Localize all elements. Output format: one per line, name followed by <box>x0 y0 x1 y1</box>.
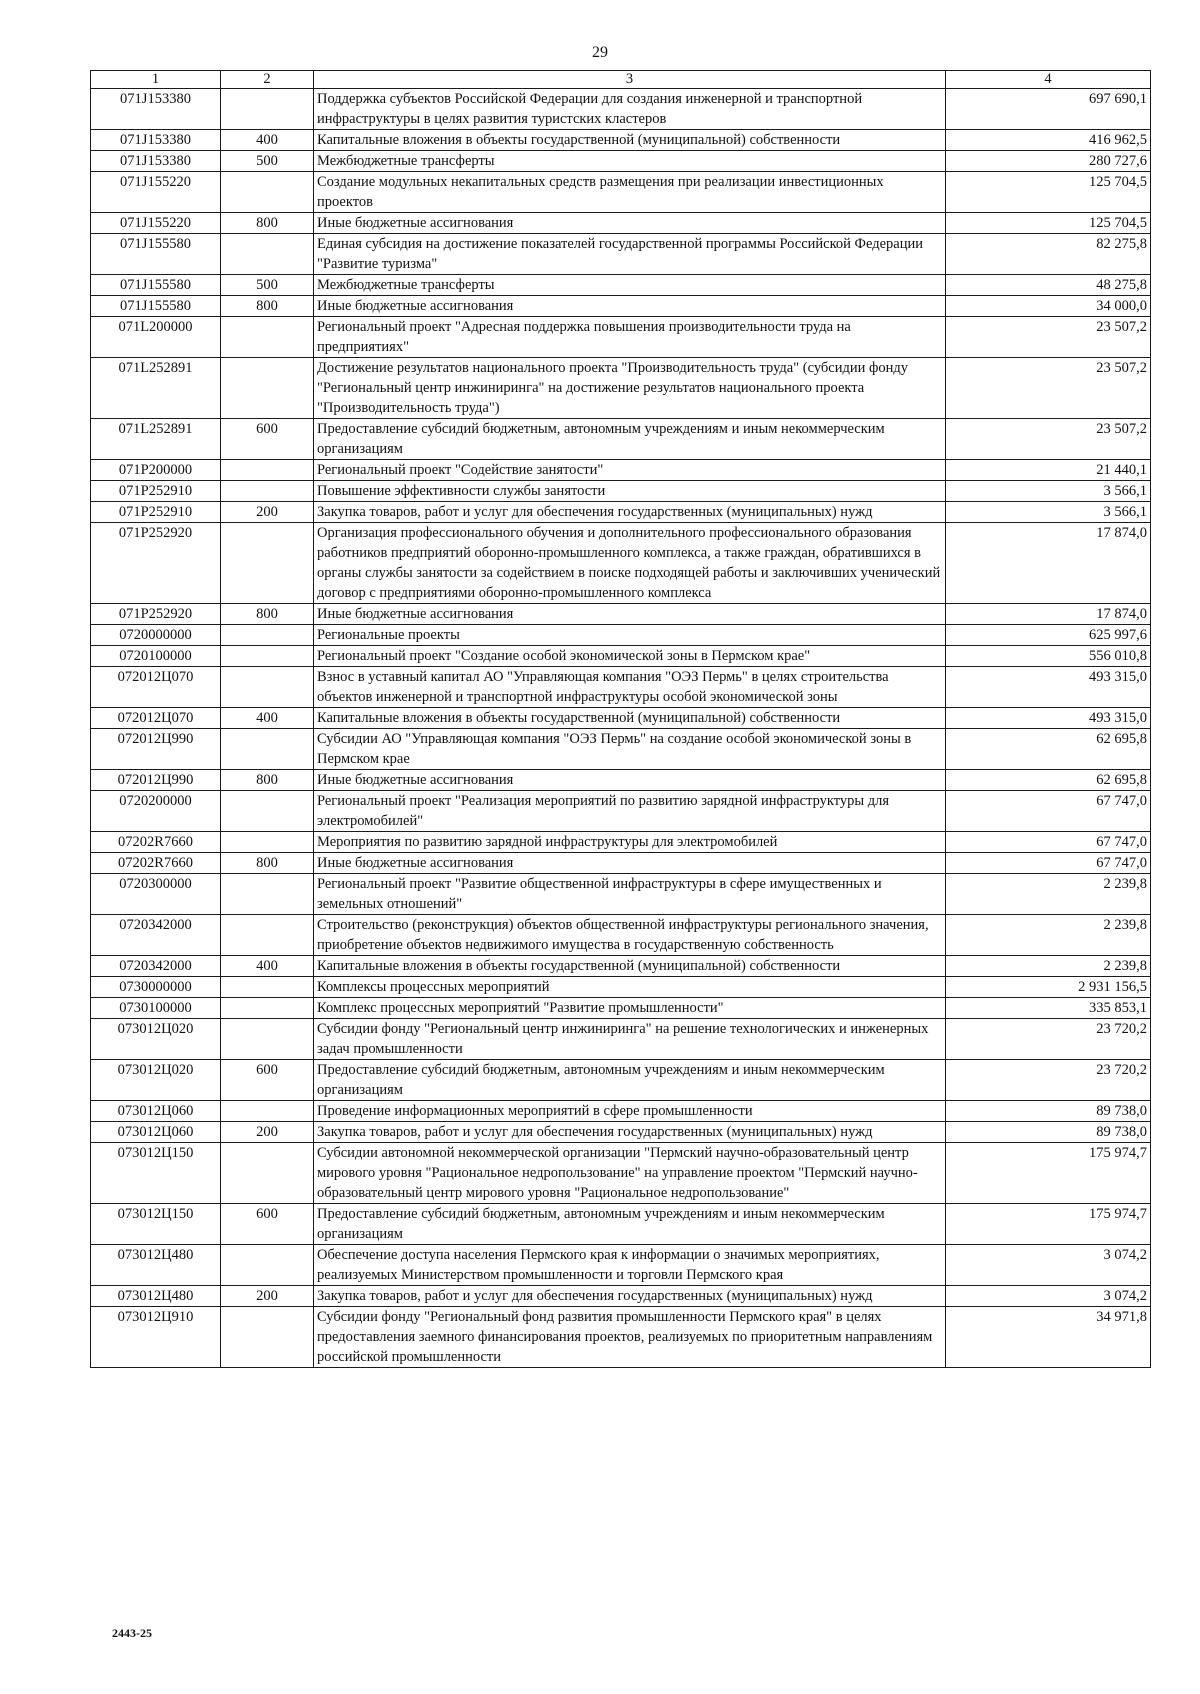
cell-name: Достижение результатов национального проекта "Производительность труда" (субсидии фонду "Региональный центр инжиниринга" на достижение результатов национального проекта "Производительность труда") <box>314 358 946 419</box>
cell-name: Создание модульных некапитальных средств размещения при реализации инвестиционных проектов <box>314 172 946 213</box>
cell-type <box>221 172 314 213</box>
cell-amount: 3 566,1 <box>946 502 1151 523</box>
cell-amount: 62 695,8 <box>946 770 1151 791</box>
cell-code: 071P252920 <box>91 604 221 625</box>
cell-name: Предоставление субсидий бюджетным, автономным учреждениям и иным некоммерческим организациям <box>314 419 946 460</box>
cell-type: 200 <box>221 502 314 523</box>
cell-code: 071J155220 <box>91 213 221 234</box>
cell-name: Поддержка субъектов Российской Федерации для создания инженерной и транспортной инфраструктуры в целях развития туристских кластеров <box>314 89 946 130</box>
header-col-1: 1 <box>91 71 221 89</box>
cell-type <box>221 832 314 853</box>
table-row <box>91 956 1151 977</box>
cell-type: 200 <box>221 1122 314 1143</box>
table-row <box>91 791 1151 832</box>
cell-name: Субсидии фонду "Региональный фонд развития промышленности Пермского края" в целях предоставления заемного финансирования проектов, реализуемых по приоритетным направлениям российской промышленности <box>314 1307 946 1368</box>
cell-type: 200 <box>221 1286 314 1307</box>
table-row <box>91 1245 1151 1286</box>
budget-table <box>90 70 1151 1368</box>
cell-name: Межбюджетные трансферты <box>314 151 946 172</box>
cell-name: Повышение эффективности службы занятости <box>314 481 946 502</box>
cell-type <box>221 89 314 130</box>
table-row <box>91 1101 1151 1122</box>
cell-type: 500 <box>221 151 314 172</box>
cell-code: 071L252891 <box>91 419 221 460</box>
cell-name: Иные бюджетные ассигнования <box>314 213 946 234</box>
cell-name: Субсидии АО "Управляющая компания "ОЭЗ Пермь" на создание особой экономической зоны в Пермском крае <box>314 729 946 770</box>
cell-type <box>221 791 314 832</box>
cell-name: Региональный проект "Реализация мероприятий по развитию зарядной инфраструктуры для электромобилей" <box>314 791 946 832</box>
header-col-2: 2 <box>221 71 314 89</box>
cell-code: 073012Ц480 <box>91 1245 221 1286</box>
cell-code: 071J155580 <box>91 275 221 296</box>
table-header <box>91 71 1151 89</box>
page-number: 29 <box>592 44 608 61</box>
cell-type <box>221 1307 314 1368</box>
table-row <box>91 1019 1151 1060</box>
cell-type <box>221 317 314 358</box>
cell-amount: 17 874,0 <box>946 523 1151 604</box>
cell-type <box>221 460 314 481</box>
cell-code: 0720342000 <box>91 915 221 956</box>
table-row <box>91 481 1151 502</box>
cell-type <box>221 646 314 667</box>
table-row <box>91 729 1151 770</box>
cell-amount: 335 853,1 <box>946 998 1151 1019</box>
table-row <box>91 853 1151 874</box>
header-col-4: 4 <box>946 71 1151 89</box>
cell-name: Проведение информационных мероприятий в сфере промышленности <box>314 1101 946 1122</box>
cell-code: 073012Ц150 <box>91 1143 221 1204</box>
cell-name: Региональный проект "Создание особой экономической зоны в Пермском крае" <box>314 646 946 667</box>
table-row <box>91 832 1151 853</box>
cell-type <box>221 729 314 770</box>
cell-amount: 625 997,6 <box>946 625 1151 646</box>
cell-code: 0730100000 <box>91 998 221 1019</box>
cell-name: Региональный проект "Развитие общественной инфраструктуры в сфере имущественных и земельных отношений" <box>314 874 946 915</box>
cell-name: Закупка товаров, работ и услуг для обеспечения государственных (муниципальных) нужд <box>314 502 946 523</box>
cell-code: 071J153380 <box>91 130 221 151</box>
table-row <box>91 1307 1151 1368</box>
cell-code: 073012Ц060 <box>91 1101 221 1122</box>
table-row <box>91 1143 1151 1204</box>
table-row <box>91 1286 1151 1307</box>
header-col-3: 3 <box>314 71 946 89</box>
cell-amount: 34 000,0 <box>946 296 1151 317</box>
cell-name: Иные бюджетные ассигнования <box>314 296 946 317</box>
cell-amount: 89 738,0 <box>946 1122 1151 1143</box>
cell-code: 0720200000 <box>91 791 221 832</box>
cell-name: Субсидии фонду "Региональный центр инжиниринга" на решение технологических и инженерных задач промышленности <box>314 1019 946 1060</box>
cell-name: Иные бюджетные ассигнования <box>314 604 946 625</box>
cell-code: 072012Ц070 <box>91 708 221 729</box>
cell-amount: 2 931 156,5 <box>946 977 1151 998</box>
cell-amount: 416 962,5 <box>946 130 1151 151</box>
table-row <box>91 874 1151 915</box>
cell-amount: 493 315,0 <box>946 708 1151 729</box>
cell-amount: 2 239,8 <box>946 874 1151 915</box>
table-row <box>91 234 1151 275</box>
table-row <box>91 1122 1151 1143</box>
cell-type <box>221 358 314 419</box>
cell-name: Капитальные вложения в объекты государственной (муниципальной) собственности <box>314 708 946 729</box>
cell-code: 072012Ц990 <box>91 770 221 791</box>
cell-code: 071J155220 <box>91 172 221 213</box>
cell-name: Региональные проекты <box>314 625 946 646</box>
table-row <box>91 419 1151 460</box>
cell-type <box>221 667 314 708</box>
cell-code: 071J153380 <box>91 151 221 172</box>
cell-type <box>221 234 314 275</box>
cell-type: 600 <box>221 419 314 460</box>
document-code: 2443-25 <box>112 1626 152 1640</box>
table-row <box>91 89 1151 130</box>
cell-type <box>221 977 314 998</box>
cell-code: 073012Ц060 <box>91 1122 221 1143</box>
cell-code: 071P200000 <box>91 460 221 481</box>
cell-amount: 23 507,2 <box>946 317 1151 358</box>
table-row <box>91 523 1151 604</box>
cell-name: Закупка товаров, работ и услуг для обеспечения государственных (муниципальных) нужд <box>314 1122 946 1143</box>
cell-amount: 62 695,8 <box>946 729 1151 770</box>
cell-name: Региональный проект "Адресная поддержка повышения производительности труда на предприятиях" <box>314 317 946 358</box>
cell-type: 800 <box>221 213 314 234</box>
cell-code: 0720300000 <box>91 874 221 915</box>
table-row <box>91 172 1151 213</box>
cell-type <box>221 523 314 604</box>
cell-name: Комплексы процессных мероприятий <box>314 977 946 998</box>
cell-amount: 556 010,8 <box>946 646 1151 667</box>
cell-amount: 2 239,8 <box>946 956 1151 977</box>
table-row <box>91 1060 1151 1101</box>
cell-code: 0720100000 <box>91 646 221 667</box>
table-row <box>91 667 1151 708</box>
cell-name: Иные бюджетные ассигнования <box>314 770 946 791</box>
cell-code: 071J155580 <box>91 234 221 275</box>
cell-type <box>221 1245 314 1286</box>
cell-type: 800 <box>221 604 314 625</box>
table-row <box>91 358 1151 419</box>
cell-code: 072012Ц990 <box>91 729 221 770</box>
table-row <box>91 977 1151 998</box>
cell-amount: 175 974,7 <box>946 1204 1151 1245</box>
cell-amount: 23 720,2 <box>946 1019 1151 1060</box>
cell-name: Закупка товаров, работ и услуг для обеспечения государственных (муниципальных) нужд <box>314 1286 946 1307</box>
cell-amount: 89 738,0 <box>946 1101 1151 1122</box>
table-row <box>91 213 1151 234</box>
cell-name: Комплекс процессных мероприятий "Развитие промышленности" <box>314 998 946 1019</box>
cell-code: 073012Ц150 <box>91 1204 221 1245</box>
cell-name: Субсидии автономной некоммерческой организации "Пермский научно-образовательный центр мирового уровня "Рациональное недропользование" на управление проектом "Пермский научно-образовательный центр мирового уровня "Рациональное недропользование" <box>314 1143 946 1204</box>
cell-code: 073012Ц020 <box>91 1019 221 1060</box>
cell-amount: 2 239,8 <box>946 915 1151 956</box>
cell-name: Взнос в уставный капитал АО "Управляющая компания "ОЭЗ Пермь" в целях строительства объектов инженерной и транспортной инфраструктуры особой экономической зоны <box>314 667 946 708</box>
cell-code: 072012Ц070 <box>91 667 221 708</box>
cell-type <box>221 1019 314 1060</box>
cell-code: 0720342000 <box>91 956 221 977</box>
cell-amount: 493 315,0 <box>946 667 1151 708</box>
cell-name: Капитальные вложения в объекты государственной (муниципальной) собственности <box>314 130 946 151</box>
cell-name: Региональный проект "Содействие занятости" <box>314 460 946 481</box>
table-row <box>91 625 1151 646</box>
cell-code: 073012Ц910 <box>91 1307 221 1368</box>
cell-name: Мероприятия по развитию зарядной инфраструктуры для электромобилей <box>314 832 946 853</box>
cell-amount: 34 971,8 <box>946 1307 1151 1368</box>
cell-amount: 3 074,2 <box>946 1286 1151 1307</box>
table-row <box>91 317 1151 358</box>
table-row <box>91 502 1151 523</box>
cell-type <box>221 998 314 1019</box>
cell-code: 071L200000 <box>91 317 221 358</box>
cell-name: Иные бюджетные ассигнования <box>314 853 946 874</box>
cell-code: 071P252910 <box>91 481 221 502</box>
cell-type <box>221 625 314 646</box>
cell-code: 073012Ц480 <box>91 1286 221 1307</box>
cell-code: 071P252920 <box>91 523 221 604</box>
cell-name: Предоставление субсидий бюджетным, автономным учреждениям и иным некоммерческим организациям <box>314 1204 946 1245</box>
cell-amount: 697 690,1 <box>946 89 1151 130</box>
table-row <box>91 770 1151 791</box>
cell-type: 600 <box>221 1060 314 1101</box>
cell-code: 07202R7660 <box>91 832 221 853</box>
cell-amount: 17 874,0 <box>946 604 1151 625</box>
cell-code: 07202R7660 <box>91 853 221 874</box>
table-row <box>91 604 1151 625</box>
header-row <box>91 71 1151 89</box>
cell-type <box>221 874 314 915</box>
cell-name: Единая субсидия на достижение показателей государственной программы Российской Федерации "Развитие туризма" <box>314 234 946 275</box>
cell-code: 071L252891 <box>91 358 221 419</box>
cell-name: Обеспечение доступа населения Пермского края к информации о значимых мероприятиях, реализуемых Министерством промышленности и торговли Пермского края <box>314 1245 946 1286</box>
cell-amount: 21 440,1 <box>946 460 1151 481</box>
table-row <box>91 275 1151 296</box>
cell-type: 400 <box>221 708 314 729</box>
cell-type: 400 <box>221 130 314 151</box>
cell-amount: 23 507,2 <box>946 419 1151 460</box>
cell-type <box>221 915 314 956</box>
cell-type <box>221 1101 314 1122</box>
cell-name: Капитальные вложения в объекты государственной (муниципальной) собственности <box>314 956 946 977</box>
table-row <box>91 130 1151 151</box>
cell-type: 600 <box>221 1204 314 1245</box>
cell-name: Строительство (реконструкция) объектов общественной инфраструктуры регионального значения, приобретение объектов недвижимого имущества в государственную собственность <box>314 915 946 956</box>
cell-amount: 280 727,6 <box>946 151 1151 172</box>
table-row <box>91 151 1151 172</box>
cell-amount: 125 704,5 <box>946 172 1151 213</box>
cell-amount: 82 275,8 <box>946 234 1151 275</box>
cell-type <box>221 1143 314 1204</box>
cell-amount: 175 974,7 <box>946 1143 1151 1204</box>
cell-code: 073012Ц020 <box>91 1060 221 1101</box>
table-row <box>91 998 1151 1019</box>
cell-name: Межбюджетные трансферты <box>314 275 946 296</box>
cell-type: 800 <box>221 770 314 791</box>
cell-code: 071J155580 <box>91 296 221 317</box>
table-row <box>91 915 1151 956</box>
table-row <box>91 296 1151 317</box>
cell-name: Организация профессионального обучения и дополнительного профессионального образования работников предприятий оборонно-промышленного комплекса, а также граждан, обратившихся в органы службы занятости за содействием в поиске подходящей работы и заключивших ученический договор с предприятиями оборонно-промышленного комплекса <box>314 523 946 604</box>
cell-code: 071P252910 <box>91 502 221 523</box>
cell-amount: 3 074,2 <box>946 1245 1151 1286</box>
cell-type: 800 <box>221 853 314 874</box>
cell-code: 0730000000 <box>91 977 221 998</box>
cell-amount: 3 566,1 <box>946 481 1151 502</box>
cell-code: 0720000000 <box>91 625 221 646</box>
table-row <box>91 1204 1151 1245</box>
cell-amount: 125 704,5 <box>946 213 1151 234</box>
cell-type: 500 <box>221 275 314 296</box>
cell-amount: 67 747,0 <box>946 791 1151 832</box>
table-row <box>91 646 1151 667</box>
cell-amount: 23 507,2 <box>946 358 1151 419</box>
cell-amount: 48 275,8 <box>946 275 1151 296</box>
cell-type <box>221 481 314 502</box>
cell-amount: 23 720,2 <box>946 1060 1151 1101</box>
table-row <box>91 460 1151 481</box>
table-body <box>91 89 1151 1368</box>
cell-amount: 67 747,0 <box>946 832 1151 853</box>
table-row <box>91 708 1151 729</box>
cell-amount: 67 747,0 <box>946 853 1151 874</box>
cell-type: 400 <box>221 956 314 977</box>
cell-name: Предоставление субсидий бюджетным, автономным учреждениям и иным некоммерческим организациям <box>314 1060 946 1101</box>
cell-type: 800 <box>221 296 314 317</box>
cell-code: 071J153380 <box>91 89 221 130</box>
